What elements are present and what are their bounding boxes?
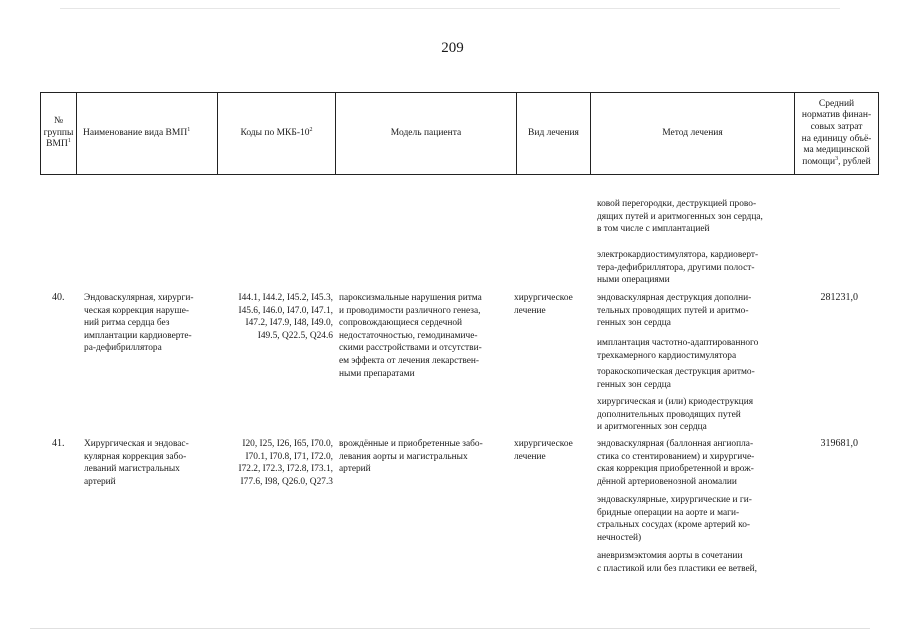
scan-artifact-bottom [30,628,870,629]
vmp-name: Эндоваскулярная, хирурги- ческая коррекция наруше- ний ритма сердца без имплантации кардиоверте- ра-дефибриллятора [84,293,194,354]
patient-model: пароксизмальные нарушения ритма и проводимости различного генеза, сопровождающиеся сердечной недостаточностью, гемодинамиче- скими расстройствами и отсутстви- ем эффекта от лечения лекарствен- ными препаратами [339,293,482,379]
table-header [40,92,879,175]
treatment-method: торакоскопическая деструкция аритмо- генных зон сердца [597,367,755,390]
treatment-method: аневризмэктомия аорты в сочетании с пластикой или без пластики ее ветвей, [597,551,758,574]
average-cost: 319681,0 [820,438,858,449]
row-number: 40. [52,292,65,303]
header-treatment-type: Вид лечения [517,93,591,175]
treatment-method: эндоваскулярные, хирургические и ги- бридные операции на аорте и маги- стральных сосудах (кроме артерий ко- нечностей) [597,495,752,543]
continued-method-text-2: электрокардиостимулятора, кардиоверт- тера-дефибриллятора, другими полост- ными операциями [597,250,759,286]
patient-model: врождённые и приобретенные забо- левания аорты и магистральных артерий [339,439,483,475]
treatment-method: эндоваскулярная (баллонная ангиопла- стика со стентированием) и хирургиче- ская коррекция приобретенной и врож- дённой артериовенозной аномалии [597,439,755,487]
continued-method-text: ковой перегородки, деструкцией прово- дящих путей и аритмогенных зон сердца, в том числе с имплантацией [597,199,763,235]
header-group-number: № группы ВМП$^1$ [41,93,77,175]
row-number: 41. [52,438,65,449]
treatment-type: хирургическое лечение [514,439,573,462]
icd-codes: I20, I25, I26, I65, I70.0, I70.1, I70.8, I71, I72.0, I72.2, I72.3, I72.8, I73.1, I77.6, I98, Q26.0, Q27.3 [238,439,333,487]
header-treatment-method: Метод лечения [591,93,795,175]
vmp-name: Хирургическая и эндовас- кулярная коррекция забо- леваний магистральных артерий [84,439,189,487]
treatment-method: имплантация частотно-адаптированного трехкамерного кардиостимулятора [597,338,759,361]
page-number: 209 [441,40,464,56]
icd-codes: I44.1, I44.2, I45.2, I45.3, I45.6, I46.0, I47.0, I47.1, I47.2, I47.9, I48, I49.0, I49.5, Q22.5, Q24.6 [238,293,333,341]
header-vmp-name: Наименование вида ВМП$^1$ [77,93,218,175]
treatment-type: хирургическое лечение [514,293,573,316]
header-average-cost: Средний норматив финан- совых затрат на единицу объё- ма медицинской помощи$^3$, рублей [795,93,879,175]
scan-artifact-top [60,8,840,9]
treatment-method: эндоваскулярная деструкция дополни- тельных проводящих путей и аритмо- генных зон сердца [597,293,752,329]
average-cost: 281231,0 [820,292,858,303]
header-icd-codes: Коды по МКБ-$10^2$ [218,93,336,175]
header-patient-model: Модель пациента [336,93,517,175]
treatment-method: хирургическая и (или) криодеструкция дополнительных проводящих путей и аритмогенных зон сердца [597,397,754,433]
